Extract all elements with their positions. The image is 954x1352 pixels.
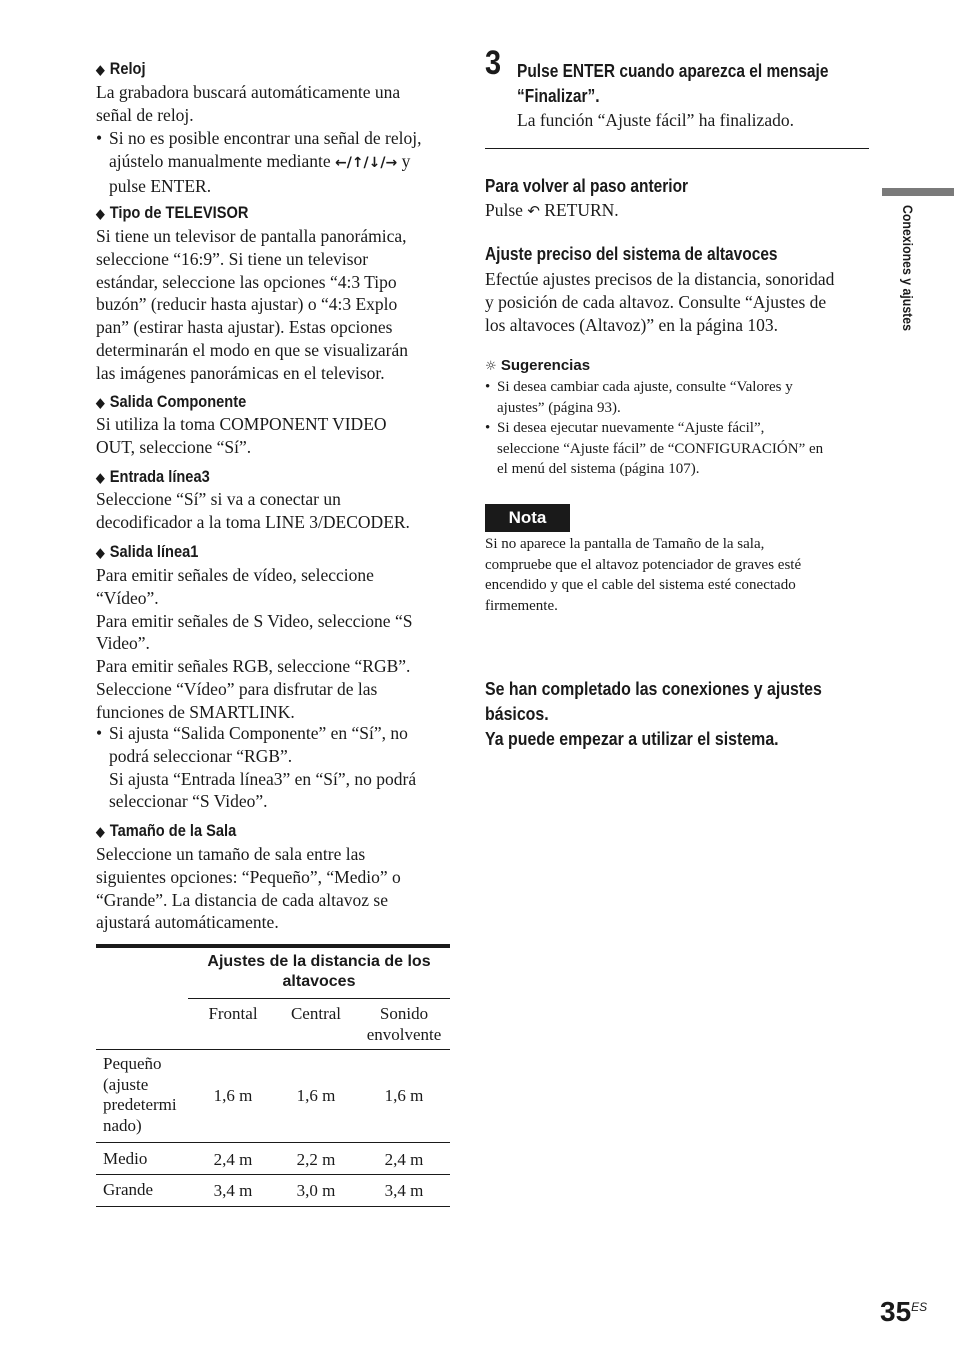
final-line-3: Ya puede empezar a utilizar el sistema.: [485, 728, 779, 749]
salida1-text: Para emitir señales de vídeo, seleccione “Vídeo”. Para emitir señales de S Video, seleccione “S Video”. Para emitir señales RGB, seleccione “RGB”. Seleccione “Vídeo” para disfrutar de las funciones de SMARTLINK.: [96, 565, 413, 722]
section-tab: [882, 188, 954, 196]
table-cell: 2,2 m: [296, 1150, 336, 1169]
lightbulb-icon: ☼: [485, 359, 497, 374]
diamond-icon: ◆: [96, 824, 105, 839]
sugerencia-item: • Si desea cambiar cada ajuste, consulte “Valores y ajustes” (página 93).: [485, 379, 793, 416]
section-divider: [485, 148, 869, 149]
final-line-1: Se han completado las conexiones y ajustes: [485, 678, 822, 699]
return-icon: ↶: [527, 202, 540, 220]
sugerencias-title: ☼ Sugerencias: [485, 357, 591, 374]
entrada-text: Seleccione “Sí” si va a conectar un decodificador a la toma LINE 3/DECODER.: [96, 489, 410, 532]
table-row-label: Medio: [103, 1149, 148, 1168]
nota-label: Nota: [485, 504, 570, 532]
table-cell: 3,0 m: [296, 1181, 336, 1200]
tamano-heading: ◆ Tamaño de la Sala: [96, 821, 237, 840]
reloj-text: La grabadora buscará automáticamente una señal de reloj.: [96, 82, 401, 125]
ajuste-heading: Ajuste preciso del sistema de altavoces: [485, 244, 778, 264]
table-cell: 3,4 m: [384, 1181, 424, 1200]
nota-text: Si no aparece la pantalla de Tamaño de la sala, compruebe que el altavoz potenciador de graves esté encendido y que el cable del sistema esté conectado firmemente.: [485, 536, 802, 614]
table-row-label: Grande: [103, 1180, 154, 1199]
componente-heading: ◆ Salida Componente: [96, 392, 247, 411]
table-cell: 2,4 m: [213, 1150, 253, 1169]
section-side-label: Conexiones y ajustes: [900, 205, 916, 331]
diamond-icon: ◆: [96, 62, 105, 77]
volver-heading: Para volver al paso anterior: [485, 176, 689, 196]
ajuste-text: Efectúe ajustes precisos de la distancia, sonoridad y posición de cada altavoz. Consulte “Ajustes de los altavoces (Altavoz)” en la página 103.: [485, 269, 835, 335]
table-divider: [96, 1142, 450, 1143]
table-col-central: Central: [290, 1004, 342, 1023]
table-divider: [96, 1174, 450, 1175]
salida1-heading: ◆ Salida línea1: [96, 542, 199, 561]
table-cell: 2,4 m: [384, 1150, 424, 1169]
step-text: La función “Ajuste fácil” ha finalizado.: [517, 110, 794, 130]
final-line-2: básicos.: [485, 703, 549, 724]
table-cell: 1,6 m: [296, 1086, 336, 1105]
table-cell: 3,4 m: [213, 1181, 253, 1200]
step-title: Pulse ENTER cuando aparezca el mensaje “Finalizar”.: [517, 61, 829, 106]
tamano-text: Seleccione un tamaño de sala entre las siguientes opciones: “Pequeño”, “Medio” o “Grande”. La distancia de cada altavoz se ajustará automáticamente.: [96, 844, 401, 933]
diamond-icon: ◆: [96, 470, 105, 485]
table-col-sonido: Sonido envolvente: [366, 1004, 442, 1044]
volver-text: Pulse ↶ RETURN.: [485, 200, 619, 220]
componente-text: Si utiliza la toma COMPONENT VIDEO OUT, seleccione “Sí”.: [96, 414, 387, 457]
diamond-icon: ◆: [96, 206, 105, 221]
table-col-frontal: Frontal: [208, 1004, 258, 1023]
page-number: $35^{ES}$: [880, 1296, 928, 1327]
table-row-label: Pequeño (ajuste predetermi nado): [103, 1054, 177, 1135]
tipo-heading: ◆ Tipo de TELEVISOR: [96, 203, 249, 222]
diamond-icon: ◆: [96, 395, 105, 410]
table-cell: 1,6 m: [213, 1086, 253, 1105]
sugerencia-item: • Si desea ejecutar nuevamente “Ajuste fácil”, seleccione “Ajuste fácil” de “CONFIGURACIÓN” en el menú del sistema (página 107).: [485, 420, 824, 477]
reloj-heading: ◆ Reloj: [96, 59, 146, 78]
tipo-text: Si tiene un televisor de pantalla panorámica, seleccione “16:9”. Si tiene un televisor estándar, seleccione las opciones “4:3 Tipo buzón” (reducir hasta ajustar) o “4:3 Explo pan” (estirar hasta ajustar). Estas opciones determinarán el modo en que se visualizarán las imágenes panorámicas en el televisor.: [96, 226, 408, 383]
arrow-keys-icon: ←/↑/↓/→: [334, 154, 398, 171]
diamond-icon: ◆: [96, 545, 105, 560]
table-group-header: Ajustes de la distancia de los altavoces: [207, 953, 431, 990]
table-cell: 1,6 m: [384, 1086, 424, 1105]
table-divider: [188, 998, 450, 999]
table-top-rule: [96, 944, 450, 948]
table-divider: [96, 1049, 450, 1050]
entrada-heading: ◆ Entrada línea3: [96, 467, 210, 486]
step-number: 3: [485, 44, 502, 82]
table-bottom-rule: [96, 1206, 450, 1207]
